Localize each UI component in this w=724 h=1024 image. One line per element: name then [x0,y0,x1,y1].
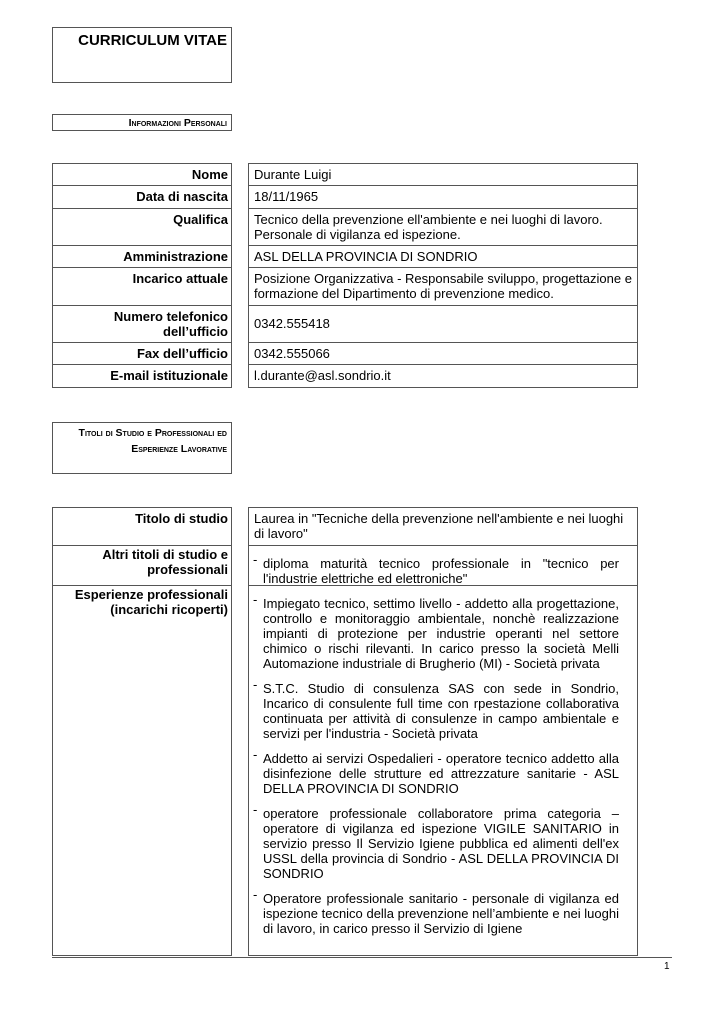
bullet-dash: - [253,677,258,692]
value-altri-titoli [248,545,638,586]
bullet-dash: - [253,592,258,607]
label-5: Numero telefonico dell’ufficio [52,305,232,343]
label-7: E-mail istituzionale [52,364,232,388]
value-2: Tecnico della prevenzione ell'ambiente e nei luoghi di lavoro. Personale di vigilanza ed ispezione. [248,208,638,246]
value-4: Posizione Organizzativa - Responsabile sviluppo, progettazione e formazione del Dipartimento di prevenzione medico. [248,267,638,306]
label-3: Amministrazione [52,245,232,268]
bullet-dash: - [253,552,258,567]
footer-divider [52,957,672,958]
label-4: Incarico attuale [52,267,232,306]
value-titolo-studio: Laurea in "Tecniche della prevenzione nell'ambiente e nei luoghi di lavoro" [248,507,638,546]
list-item: - operatore professionale collaboratore prima categoria – operatore di vigilanza ed ispezione VIGILE SANITARIO in servizio presso Il Servizio Igiene pubblica ed alimenti dell'ex USSL della provincia di Sondrio - ASL DELLA PROVINCIA DI SONDRIO [253,802,619,881]
label-altri-titoli: Altri titoli di studio e professionali [52,545,232,586]
value-0: Durante Luigi [248,163,638,186]
bullet-dash: - [253,747,258,762]
label-6: Fax dell’ufficio [52,342,232,365]
value-3: ASL DELLA PROVINCIA DI SONDRIO [248,245,638,268]
value-esperienze [248,585,638,956]
label-0: Nome [52,163,232,186]
list-item: - diploma maturità tecnico professionale in "tecnico per l'industrie elettriche ed elettroniche" [253,552,619,586]
section-education-title: Titoli di Studio e Professionali ed Esperienze Lavorative [52,422,232,474]
cv-title: CURRICULUM VITAE [52,27,232,83]
list-item: - S.T.C. Studio di consulenza SAS con sede in Sondrio, Incarico di consulente full time con rpestazione collaborativa continuata per attività di consulenze in campo ambientale e servizi per l'industria - Società privata [253,677,619,741]
value-1: 18/11/1965 [248,185,638,209]
page-number: 1 [664,961,670,972]
label-esperienze: Esperienze professionali (incarichi ricoperti) [52,585,232,956]
label-1: Data di nascita [52,185,232,209]
list-item: - Addetto ai servizi Ospedalieri - operatore tecnico addetto alla disinfezione delle strutture ed attrezzature sanitarie - ASL DELLA PROVINCIA DI SONDRIO [253,747,619,796]
list-item: - Impiegato tecnico, settimo livello - addetto alla progettazione, controllo e monitoraggio ambientale, nonchè realizzazione impianti di protezione per industrie operanti nel settore chimico o rischi rilevanti. In carico presso la società Melli Automazione industriale di Brugherio (MI) - Società privata [253,592,619,671]
value-7: l.durante@asl.sondrio.it [248,364,638,388]
label-titolo-studio: Titolo di studio [52,507,232,546]
value-6: 0342.555066 [248,342,638,365]
bullet-dash: - [253,802,258,817]
bullet-dash: - [253,887,258,902]
value-5: 0342.555418 [248,305,638,343]
list-item: - Operatore professionale sanitario - personale di vigilanza ed ispezione tecnico della prevenzione nell’ambiente e nei luoghi di lavoro, in carico presso il Servizio di Igiene [253,887,619,936]
label-2: Qualifica [52,208,232,246]
section-personal-info-title: Informazioni Personali [52,114,232,131]
